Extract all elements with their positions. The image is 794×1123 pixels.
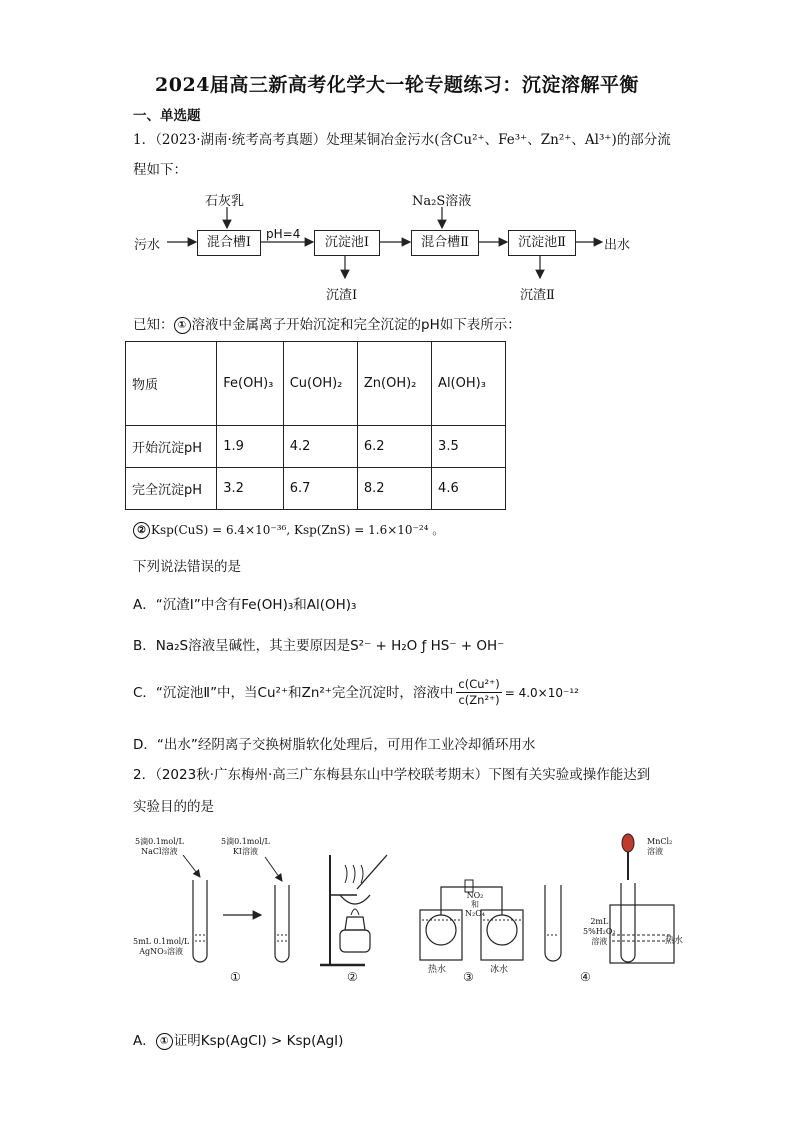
tube1-top-line2: NaCl溶液 [141,847,178,856]
test-tube-4 [545,885,561,961]
alcohol-lamp [340,930,370,952]
table-header-cell: Fe(OH)₃ [217,342,283,426]
table-cell: 3.5 [432,426,506,468]
known-prefix: 已知： [133,317,174,333]
dropper-bulb [622,834,634,852]
q2-stem-line2: 实验目的的是 [133,799,214,815]
q2-option-a [133,1031,343,1051]
gas-line3: N₂O₄ [465,909,485,918]
tube1-bottom-line1: 5mL 0.1mol/L [133,937,190,946]
table-cell: 4.6 [432,468,506,510]
q2-option-a-text: 证明Ksp(AgCl) > Ksp(AgI) [173,1033,344,1049]
apparatus-drawing [125,825,685,985]
table-cell: 4.2 [283,426,357,468]
table-cell: 6.7 [283,468,357,510]
q1-question: 下列说法错误的是 [133,559,241,575]
table-cell: 完全沉淀pH [126,468,217,510]
gas-line1: NO₂ [466,891,484,900]
option-a: A．“沉渣Ⅰ”中含有Fe(OH)₃和Al(OH)₃ [133,597,357,613]
figure-label-2: ② [347,970,358,984]
test-tube-in-beaker [621,883,635,962]
gas-label [465,891,485,918]
gas-line2: 和 [470,900,479,909]
tube1-bottom-line2: AgNO₃溶液 [139,947,183,956]
table-cell: 6.2 [357,426,431,468]
drop-arrow-1 [183,855,200,877]
section-heading: 一、单选题 [133,108,201,124]
ksp-number: ② [133,522,150,539]
hot-water-label: 热水 [428,965,447,975]
flow-pool2: 沉淀池Ⅱ [508,230,576,256]
experiment-figure [125,825,685,985]
ph-table [125,341,506,510]
steam-lines [345,865,363,883]
ksp-line [133,520,444,540]
mncl2-line1: MnCl₂ [647,837,673,846]
q2-stem-line1: 2．（2023秋·广东梅州·高三广东梅县东山中学校联考期末）下图有关实验或操作能达到 [133,767,651,783]
flow-outflow: 出水 [604,238,631,253]
mncl2-line2: 溶液 [647,847,663,856]
table-cell: 1.9 [217,426,283,468]
table-cell: 3.2 [217,468,283,510]
option-b: B．Na₂S溶液呈碱性，其主要原因是S²⁻ + H₂O ƒ HS⁻ + OH⁻ [133,638,505,654]
figure-label-3: ③ [463,970,474,984]
flow-ph: pH=4 [266,227,301,241]
mncl2-label [647,837,672,857]
table-row [126,426,506,468]
ice-water-label: 冰水 [490,965,509,975]
figure-label-4: ④ [580,970,591,984]
known-text: 溶液中金属离子开始沉淀和完全沉淀的pH如下表所示： [191,317,521,333]
glass-rod [357,855,387,889]
h2o2-line2: 5%H₂O₂ [583,927,616,936]
table-cell: 开始沉淀pH [126,426,217,468]
table-header-cell: 物质 [126,342,217,426]
flow-residue1: 沉渣Ⅰ [326,288,358,303]
flow-inflow: 污水 [134,238,161,253]
table-header-cell: Zn(OH)₂ [357,342,431,426]
flow-residue2: 沉渣Ⅱ [520,288,555,303]
tube1-bottom-label [133,937,189,957]
alcohol-lamp-top [345,917,365,930]
known-number: ① [174,317,191,334]
tube1-top-label [135,837,184,857]
flow-tank2: 混合槽Ⅱ [411,230,479,256]
table-header-row [126,342,506,426]
flow-pool1: 沉淀池Ⅰ [314,230,380,256]
tube1-top-line1: 5滴0.1mol/L [135,837,184,846]
q1-stem-line2: 程如下： [133,162,187,178]
table-cell: 8.2 [357,468,431,510]
flow-tank1: 混合槽Ⅰ [197,230,261,256]
q1-stem-line1: 1．（2023·湖南·统考高考真题）处理某铜冶金污水(含Cu²⁺、Fe³⁺、Zn²⁺、Al³⁺)的部分流 [133,132,671,148]
table-row [126,468,506,510]
tube2-top-line1: 5滴0.1mol/L [221,837,270,846]
option-c-value: = 4.0×10⁻¹² [504,685,579,700]
table-header-cell: Cu(OH)₂ [283,342,357,426]
ksp-text: Ksp(CuS) = 6.4×10⁻³⁶, Ksp(ZnS) = 1.6×10⁻²⁴ 。 [151,523,445,537]
q2-option-a-number: ① [156,1033,173,1050]
flow-reagent1: 石灰乳 [205,194,245,209]
test-tube-2 [275,885,289,962]
flame [351,909,359,915]
tube2-top-label [221,837,270,857]
flow-reagent2: Na₂S溶液 [412,194,472,209]
figure-label-1: ① [230,970,241,984]
drop-arrow-2 [265,857,282,881]
test-tube-1 [193,880,207,962]
table-header-cell: Al(OH)₃ [432,342,506,426]
option-d: D．“出水”经阴离子交换树脂软化处理后，可用作工业冷却循环用水 [133,737,536,753]
h2o2-label [583,917,616,947]
tube2-top-line2: KI溶液 [232,847,258,856]
hot-water-label-4: 热水 [665,936,684,946]
option-c-text: C．“沉淀池Ⅱ”中，当Cu²⁺和Zn²⁺完全沉淀时，溶液中 [133,684,454,701]
fraction-denominator: c(Zn²⁺) [458,693,500,707]
q2-option-a-prefix: A． [133,1033,156,1049]
fraction-numerator: c(Cu²⁺) [458,677,500,691]
evaporating-dish [340,895,370,904]
option-c [133,677,579,708]
h2o2-line1: 2mL [590,917,609,926]
known-line [133,315,521,335]
option-c-fraction [456,677,501,708]
h2o2-line3: 溶液 [591,937,608,946]
page-title: 2024届高三新高考化学大一轮专题练习：沉淀溶解平衡 [155,74,639,96]
